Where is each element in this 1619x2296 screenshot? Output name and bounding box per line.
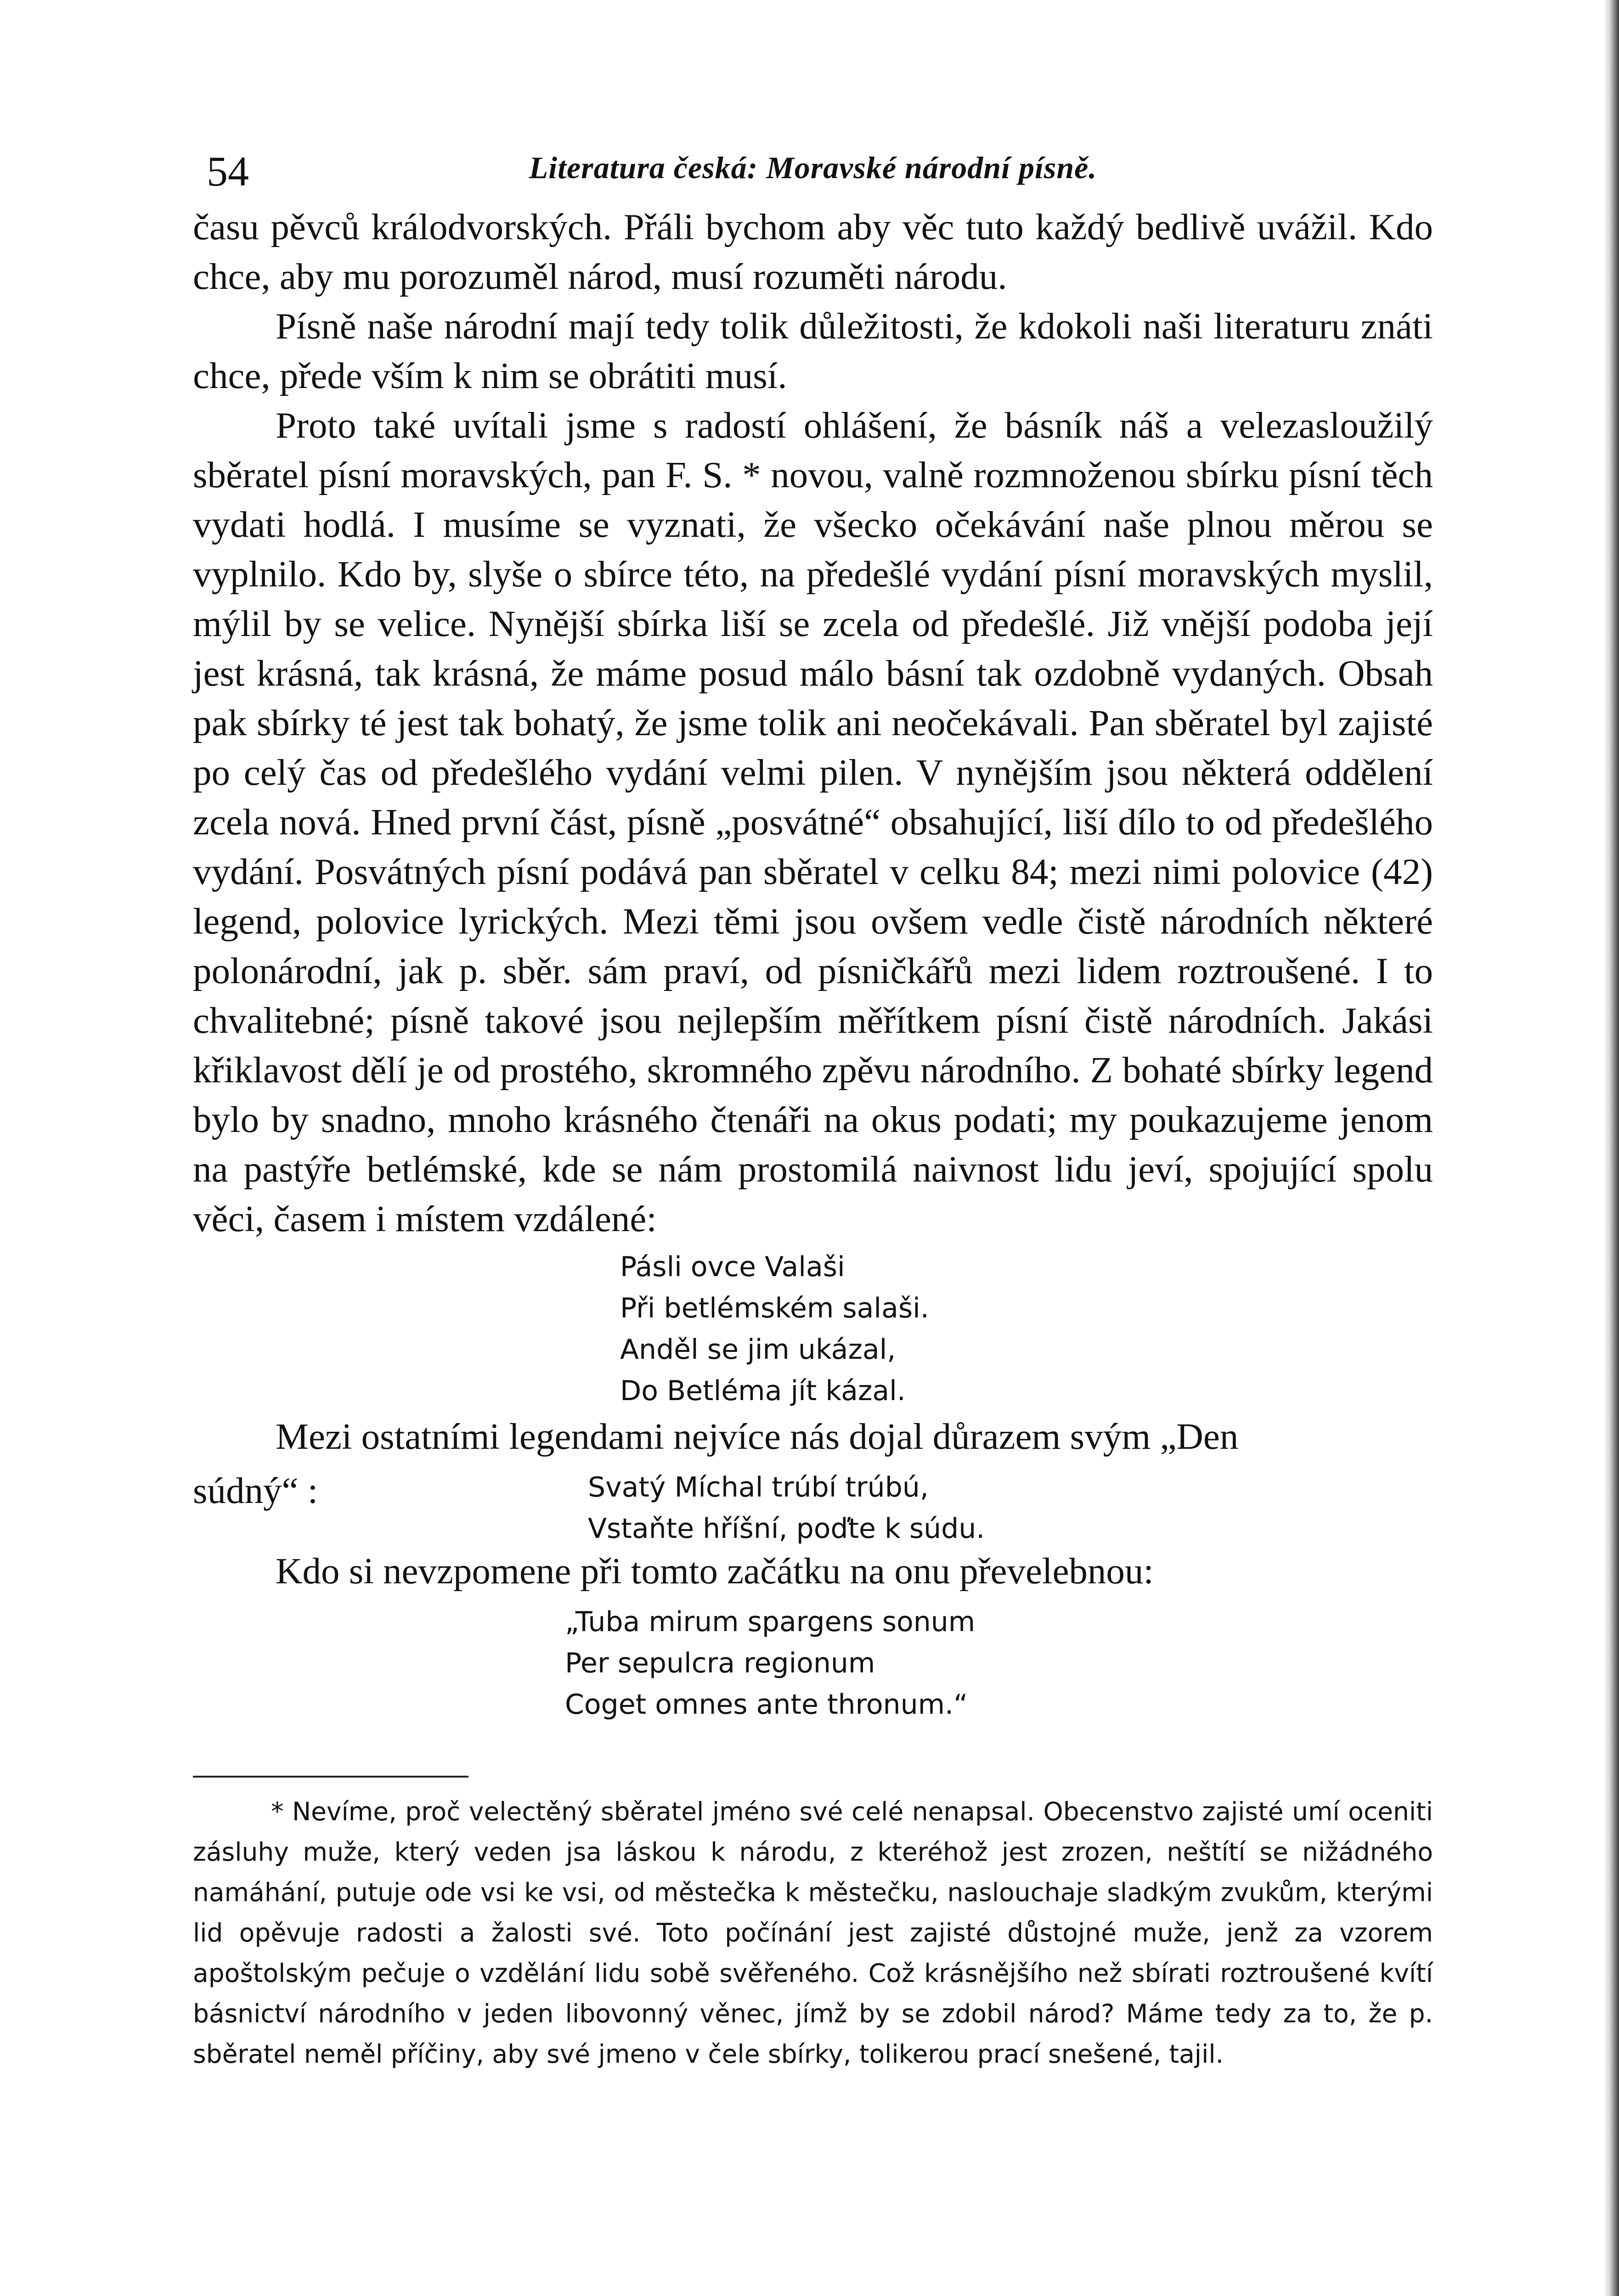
verse-line: Při betlémském salaši. xyxy=(620,1292,929,1324)
paragraph-2: Písně naše národní mají tedy tolik důležitosti, že kdokoli naši literaturu znáti chce, přede vším k nim se obrátiti musí. xyxy=(193,305,1433,396)
verse-line: Coget omnes ante thronum.“ xyxy=(565,1688,968,1721)
page-number: 54 xyxy=(207,148,249,195)
paragraph-3: Proto také uvítali jsme s radostí ohlášení, že básník náš a velezasloužilý sběratel písní moravských, pan F. S. * novou, valně rozmnoženou sbírku písní těch vydati hodlá. I musíme se vyznati, že všecko očekávání naše plnou měrou se vyplnilo. Kdo by, slyše o sbírce této, na předešlé vydání písní moravských myslil, mýlil by se velice. Nynější sbírka liší se zcela od předešlé. Již vnější podoba její jest krásná, tak krásná, že máme posud málo básní tak ozdobně vydaných. Obsah pak sbírky té jest tak bohatý, že jsme tolik ani neočekávali. Pan sběratel byl zajisté po celý čas od předešlého vydání velmi pilen. V nynějším jsou některá oddělení zcela nová. Hned první část, písně „posvátné“ obsahující, liší dílo to od předešlého vydání. Posvátných písní podává pan sběratel v celku 84; mezi nimi polovice (42) legend, polovice lyrických. Mezi těmi jsou ovšem vedle čistě národních některé polonárodní, jak p. sběr. sám praví, od písničkářů mezi lidem roztroušené. I to chvalitebné; písně takové jsou nejlepším měřítkem písní čistě národních. Jakási křiklavost dělí je od prostého, skromného zpěvu národního. Z bohaté sbírky legend bylo by snadno, mnoho krásného čtenáři na okus podati; my poukazujeme jenom na pastýře betlémské, kde se nám prostomilá naivnost lidu jeví, spojující spolu věci, časem i místem vzdálené: xyxy=(193,405,1433,1239)
page xyxy=(193,138,1433,2074)
verse-line: Pásli ovce Valaši xyxy=(620,1251,845,1283)
verse-pasli-ovce xyxy=(620,1246,1433,1412)
verse-line: Per sepulcra regionum xyxy=(565,1647,875,1679)
page-edge-shadow xyxy=(1603,0,1619,2296)
running-title: Literatura česká: Moravské národní písně. xyxy=(529,150,1097,185)
verse-line: Vstaňte hříšní, poďte k súdu. xyxy=(588,1513,985,1545)
footnote-text: Nevíme, proč velectěný sběratel jméno své celé nenapsal. Obecenstvo zajisté umí oceniti zásluhy muže, který veden jsa láskou k národu, z kteréhož jest zrozen, neštítí se nižádného namáhání, putuje ode vsi ke vsi, od městečka k městečku, naslouchaje sladkým zvukům, kterými lid opěvuje radosti a žalosti své. Toto počínání jest zajisté důstojné muže, jenž za vzorem apoštolským pečuje o vzdělání lidu sobě svěřeného. Což krásnějšího než sbírati roztroušené kvítí básnictví národního v jeden libovonný věnec, jímž by se zdobil národ? Máme tedy za to, že p. sběratel neměl příčiny, aby své jmeno v čele sbírky, tolikerou prací snešené, tajil. xyxy=(193,1797,1433,2069)
verse-line: Do Betléma jít kázal. xyxy=(620,1375,906,1407)
verse-line: „Tuba mirum spargens sonum xyxy=(565,1606,976,1638)
body-text xyxy=(193,202,1433,1725)
sudny-row xyxy=(193,1461,1433,1546)
footnote-divider xyxy=(193,1776,468,1778)
footnote-mark: * xyxy=(271,1797,284,1826)
page-header xyxy=(193,138,1433,202)
paragraph-den-sudny: Mezi ostatními legendami nejvíce nás dojal důrazem svým „Den xyxy=(276,1416,1239,1457)
verse-line: Svatý Míchal trúbí trúbú, xyxy=(588,1471,929,1503)
verse-tuba-mirum xyxy=(565,1601,1433,1725)
paragraph-kdo-si: Kdo si nevzpomene při tomto začátku na onu převelebnou: xyxy=(276,1550,1154,1592)
footnote xyxy=(193,1791,1433,2074)
verse-line: Anděl se jim ukázal, xyxy=(620,1334,896,1366)
sudny-label: súdný“ : xyxy=(193,1470,318,1511)
verse-svaty-michal xyxy=(588,1467,985,1549)
paragraph-1: času pěvců králodvorských. Přáli bychom aby věc tuto každý bedlivě uvážil. Kdo chce, aby mu porozuměl národ, musí rozuměti národu. xyxy=(193,206,1433,297)
